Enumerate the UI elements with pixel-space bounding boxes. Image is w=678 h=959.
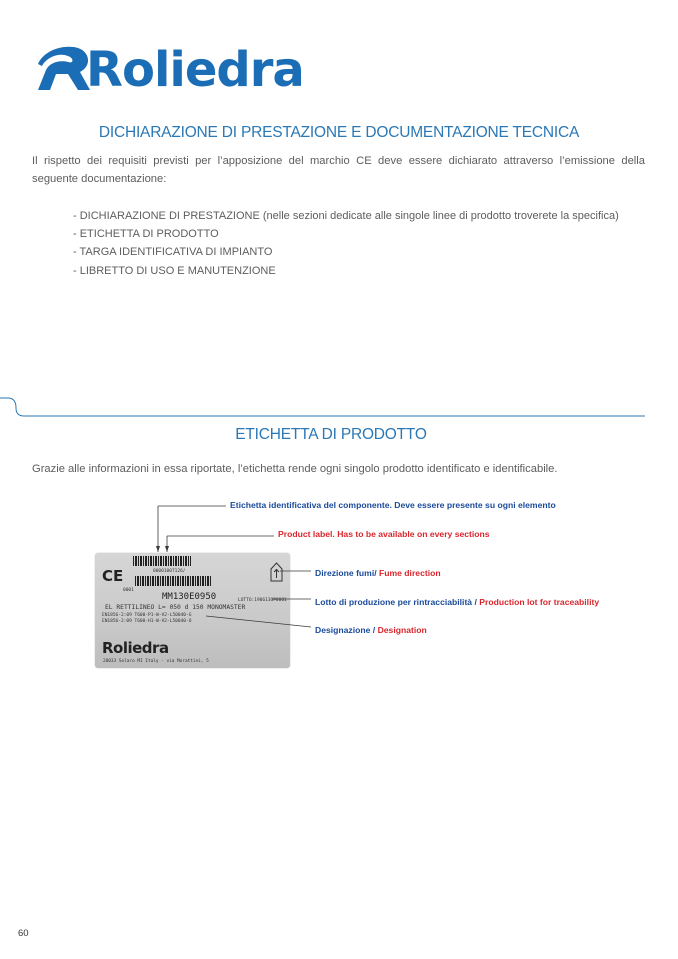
list-item: - ETICHETTA DI PRODOTTO — [73, 228, 219, 241]
section-divider — [0, 396, 650, 420]
product-designation: EL RETTILINEO L= 050 d 150 MONOMASTER — [105, 604, 246, 611]
section-title-product-label: ETICHETTA DI PRODOTTO — [235, 426, 427, 443]
annotation-product-label-en: Product label. Has to be available on every sections — [278, 529, 490, 539]
annotation-fume-direction — [315, 563, 441, 581]
label-year: 0001 — [123, 588, 134, 593]
brand-logo-text: Roliedra — [86, 42, 304, 98]
product-label-image — [95, 553, 290, 668]
ce-mark: CE — [102, 567, 124, 585]
intro-paragraph: Il rispetto dei requisiti previsti per l’apposizione del marchio CE deve essere dichiarato attraverso l’emissione della seguente documentazione: — [32, 155, 645, 185]
product-code: MM130E0950 — [162, 592, 217, 602]
standard-line-2: EN1856-2:09 T600-H1-W-V2-L50040-O — [102, 619, 192, 624]
fume-direction-icon — [270, 561, 283, 583]
section-title-declaration: DICHIARAZIONE DI PRESTAZIONE E DOCUMENTAZIONE TECNICA — [98, 124, 580, 141]
plate-logo: Roliedra — [102, 639, 169, 657]
barcode-top — [133, 556, 191, 566]
plate-address: 20033 Solaro MI Italy - via Morattini, 5 — [103, 659, 209, 664]
annotation-fume-direction-it: Direzione fumi/ — [315, 568, 377, 578]
list-item: - LIBRETTO DI USO E MANUTENZIONE — [73, 264, 276, 277]
brand-logo — [34, 40, 304, 98]
annotation-fume-direction-en: Fume direction — [376, 568, 441, 578]
product-label-description: Grazie alle informazioni in essa riportate, l’etichetta rende ogni singolo prodotto identificato e identificabile. — [32, 463, 558, 475]
annotation-lot-en: Production lot for traceability — [476, 597, 600, 607]
annotation-lot — [315, 592, 599, 610]
annotation-designation — [315, 620, 427, 638]
annotation-designation-it: Designazione / — [315, 625, 378, 635]
annotation-lot-it: Lotto di produzione per rintracciabilità / — [315, 597, 477, 607]
documentation-list — [73, 207, 619, 280]
list-item: - DICHIARAZIONE DI PRESTAZIONE (nelle sezioni dedicate alle singole linee di prodotto troverete la specifica) — [73, 210, 619, 222]
barcode-middle — [135, 576, 211, 586]
serial-number: 00001007126/ — [153, 569, 186, 574]
standard-line-1: EN1856-2:09 T600-P1-W-V2-L50040-G — [102, 613, 192, 618]
list-item: - TARGA IDENTIFICATIVA DI IMPIANTO — [73, 246, 273, 259]
lot-number: LOTTO:190613OP0001 — [238, 598, 287, 603]
annotation-designation-en: Designation — [377, 625, 427, 635]
page-number: 60 — [18, 928, 29, 939]
annotation-component-id: Etichetta identificativa del componente. Deve essere presente su ogni elemento — [230, 500, 556, 510]
